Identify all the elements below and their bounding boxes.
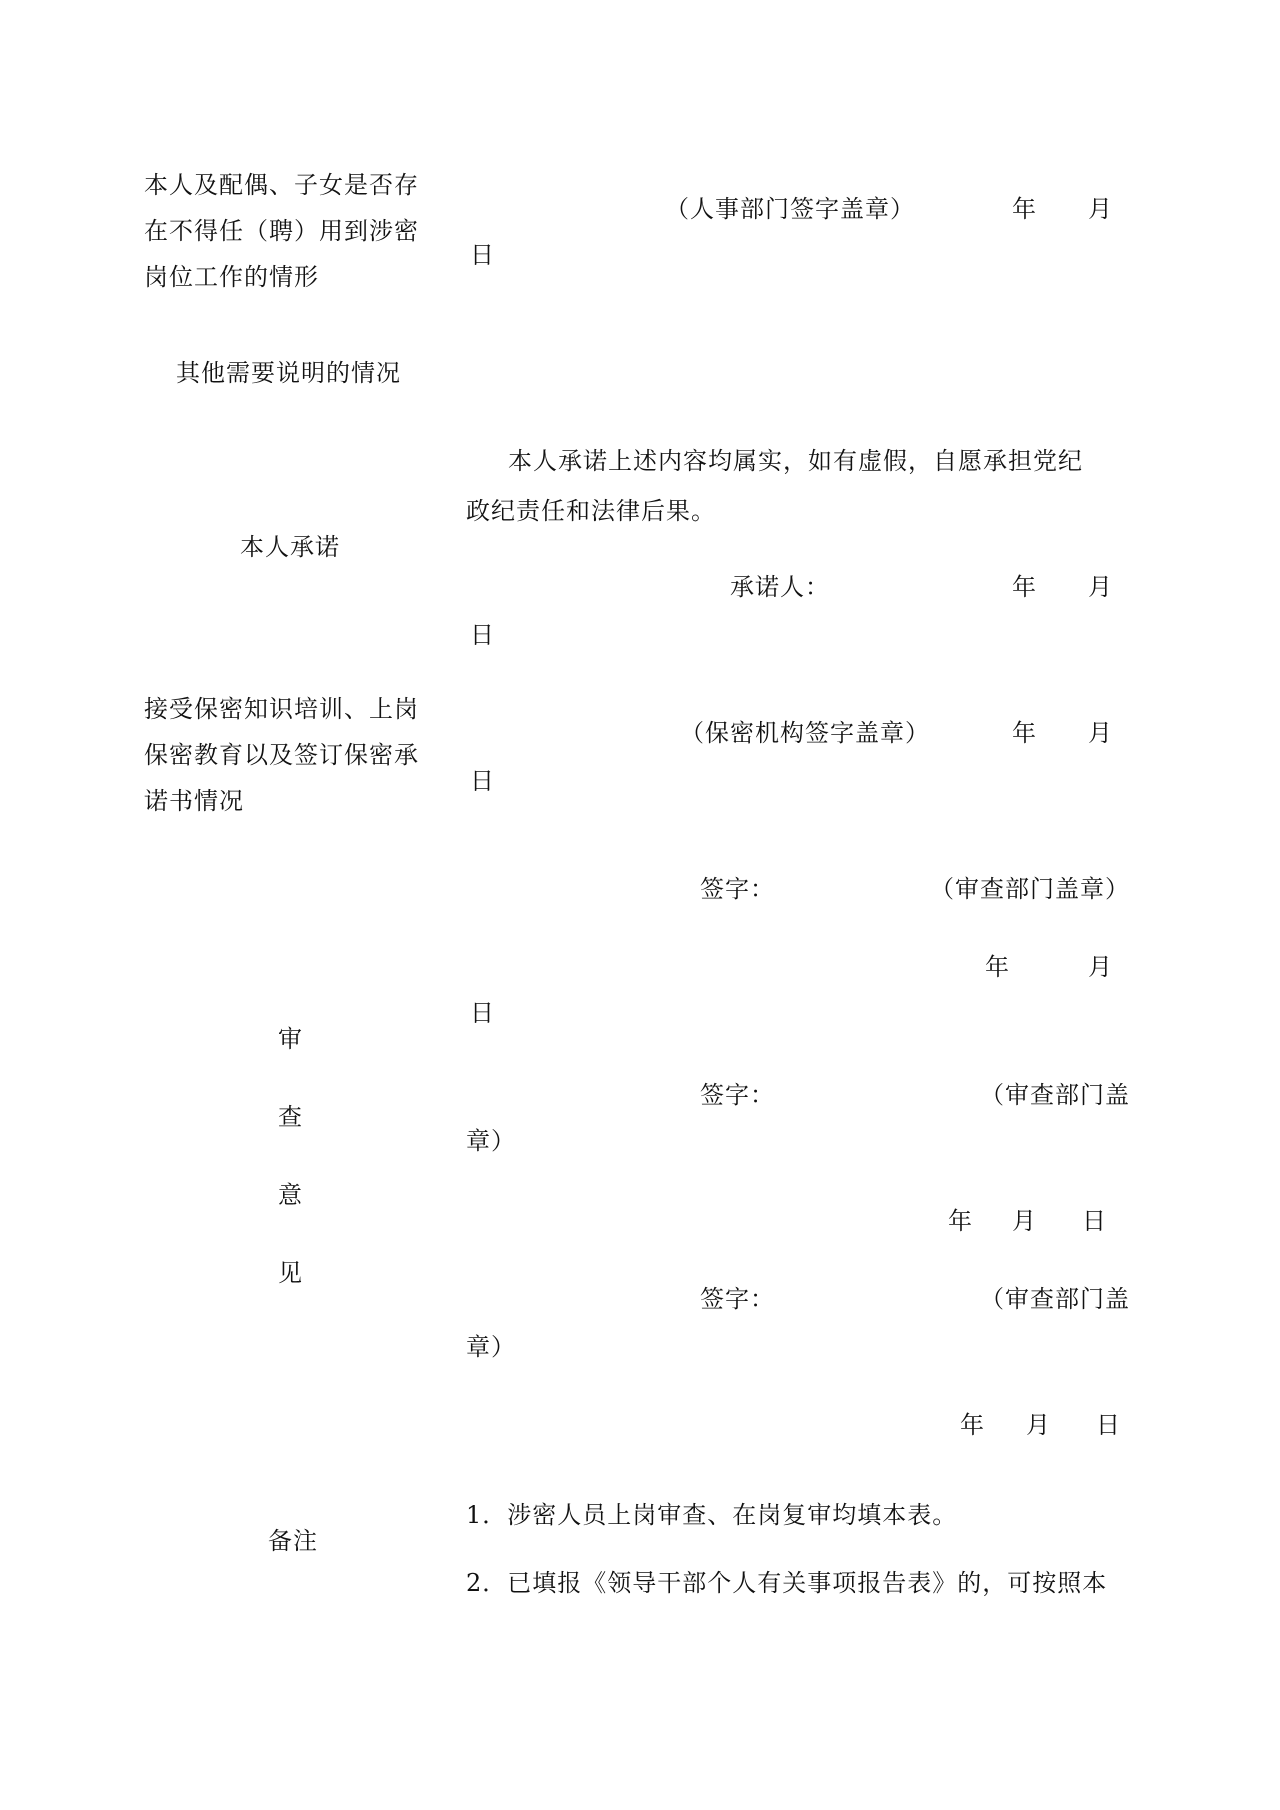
date-month: 月 xyxy=(1088,573,1113,601)
date-day: 日 xyxy=(1082,1207,1107,1235)
date-month: 月 xyxy=(1012,1207,1037,1235)
disqualification-label-line: 岗位工作的情形 xyxy=(144,263,319,291)
review-signature-label: 签字： xyxy=(700,1081,775,1109)
review-label-char: 意 xyxy=(278,1181,302,1209)
date-month: 月 xyxy=(1088,719,1113,747)
review-label-char: 查 xyxy=(278,1103,302,1131)
pledge-label: 本人承诺 xyxy=(240,533,340,561)
other-situation-label: 其他需要说明的情况 xyxy=(176,359,401,387)
review-dept-stamp-note-cont: 章） xyxy=(466,1127,516,1155)
review-label-char: 见 xyxy=(278,1259,302,1287)
review-dept-stamp-note: （审查部门盖 xyxy=(980,1081,1130,1109)
date-year: 年 xyxy=(985,953,1010,981)
date-month: 月 xyxy=(1088,953,1113,981)
disqualification-label-line: 在不得任（聘）用到涉密 xyxy=(144,217,419,245)
pledge-text-line: 本人承诺上述内容均属实，如有虚假，自愿承担党纪 xyxy=(508,447,1083,475)
review-label-char: 审 xyxy=(278,1025,302,1053)
date-day: 日 xyxy=(470,767,495,795)
date-year: 年 xyxy=(1012,573,1037,601)
date-day: 日 xyxy=(1096,1411,1121,1439)
date-day: 日 xyxy=(470,241,495,269)
date-year: 年 xyxy=(1012,195,1037,223)
date-month: 月 xyxy=(1088,195,1113,223)
training-label xyxy=(144,686,419,824)
training-label-line: 接受保密知识培训、上岗 xyxy=(144,695,419,723)
review-dept-stamp-note: （审查部门盖 xyxy=(980,1285,1130,1313)
review-dept-stamp-note: （审查部门盖章） xyxy=(930,875,1130,903)
pledge-text-line: 政纪责任和法律后果。 xyxy=(466,497,716,525)
hr-stamp-note: （人事部门签字盖章） xyxy=(665,195,915,223)
review-dept-stamp-note-cont: 章） xyxy=(466,1333,516,1361)
date-year: 年 xyxy=(1012,719,1037,747)
pledger-signature-label: 承诺人： xyxy=(730,573,830,601)
date-year: 年 xyxy=(948,1207,973,1235)
training-label-line: 保密教育以及签订保密承 xyxy=(144,741,419,769)
secrecy-office-stamp-note: （保密机构签字盖章） xyxy=(680,719,930,747)
date-month: 月 xyxy=(1026,1411,1051,1439)
disqualification-label-line: 本人及配偶、子女是否存 xyxy=(144,171,419,199)
date-day: 日 xyxy=(470,621,495,649)
remarks-label: 备注 xyxy=(268,1527,318,1555)
date-day: 日 xyxy=(470,999,495,1027)
training-label-line: 诺书情况 xyxy=(144,787,244,815)
review-signature-label: 签字： xyxy=(700,1285,775,1313)
date-year: 年 xyxy=(960,1411,985,1439)
disqualification-label xyxy=(144,162,419,300)
review-signature-label: 签字： xyxy=(700,875,775,903)
remark-item: 1．涉密人员上岗审查、在岗复审均填本表。 xyxy=(466,1501,958,1529)
remark-item: 2．已填报《领导干部个人有关事项报告表》的，可按照本 xyxy=(466,1569,1108,1597)
